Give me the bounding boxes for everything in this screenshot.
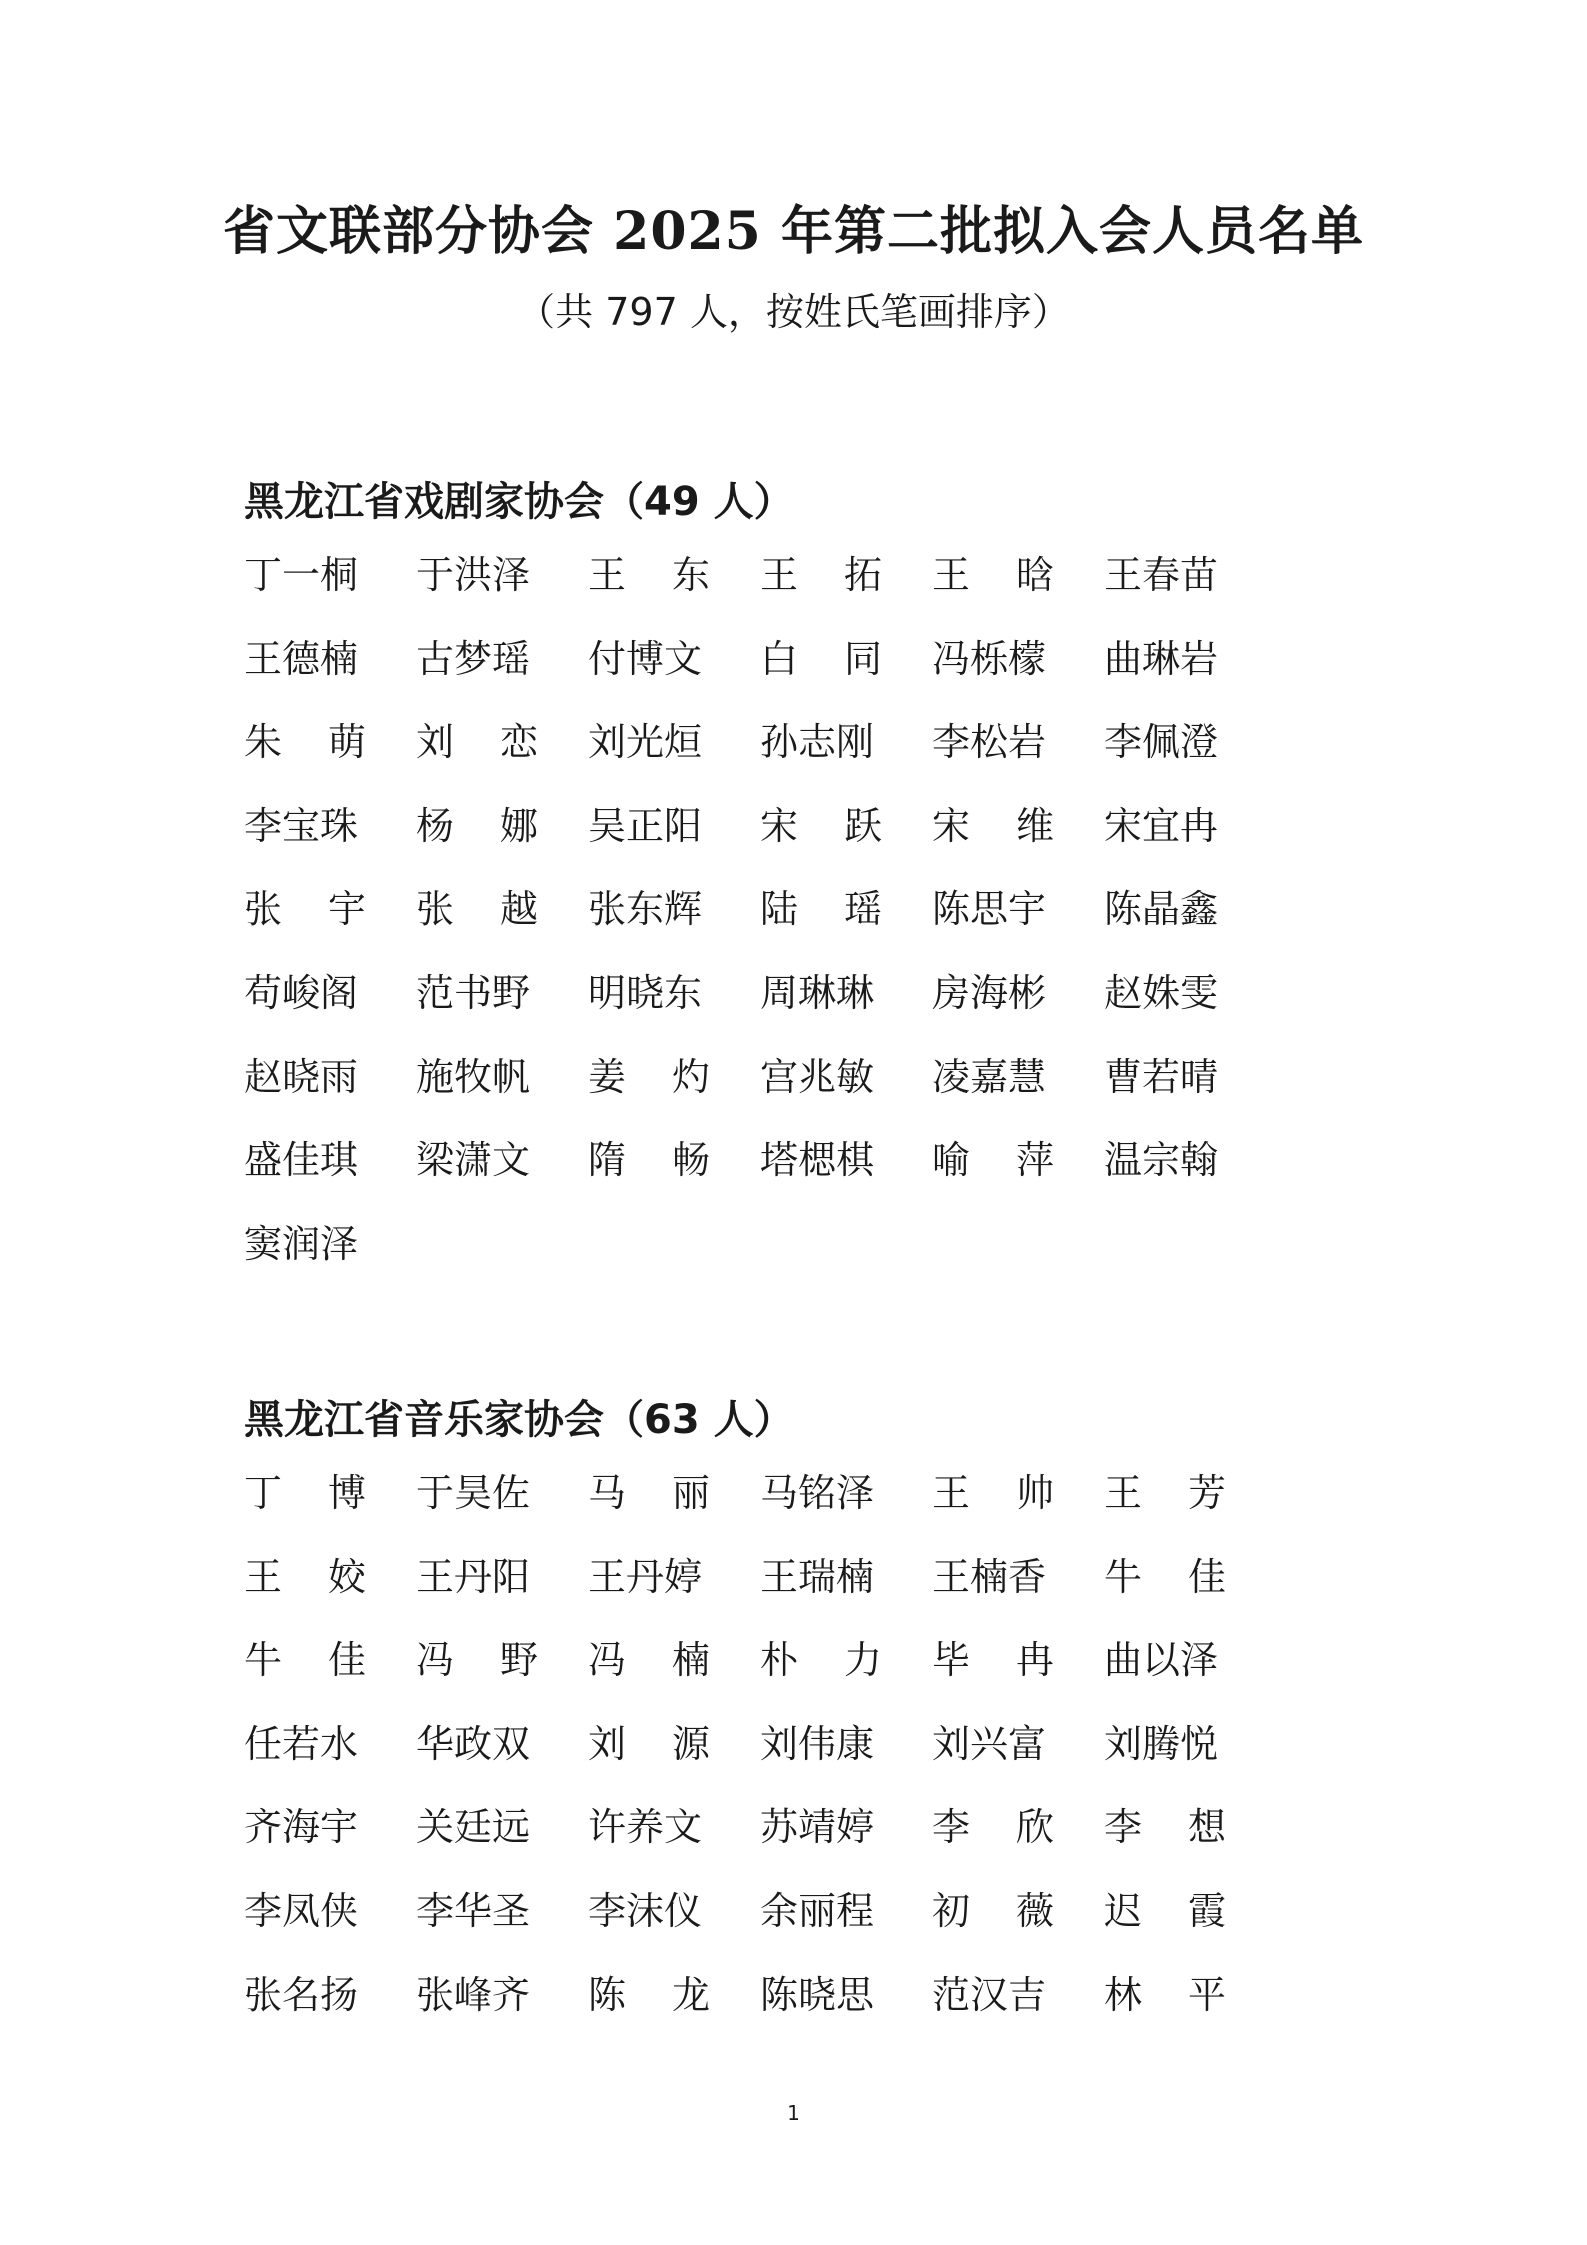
name-entry: 王丹阳 xyxy=(416,1554,531,1599)
name-entry: 李 欣 xyxy=(932,1805,1054,1850)
name-entry: 冯 楠 xyxy=(588,1638,710,1683)
name-entry: 陈 龙 xyxy=(588,1972,710,2017)
name-entry: 毕 冉 xyxy=(932,1638,1054,1683)
name-entry: 刘 恋 xyxy=(416,720,538,765)
name-entry: 曲以泽 xyxy=(1104,1638,1219,1683)
name-entry: 陈思宇 xyxy=(932,887,1047,932)
name-entry: 吴正阳 xyxy=(588,803,703,848)
name-entry: 窦润泽 xyxy=(244,1221,359,1266)
name-entry: 王 晗 xyxy=(932,553,1054,597)
name-entry: 李沫仪 xyxy=(588,1888,703,1933)
name-entry: 刘兴富 xyxy=(932,1721,1047,1766)
name-entry: 许养文 xyxy=(588,1805,703,1850)
name-entry: 冯 野 xyxy=(416,1638,538,1683)
name-entry: 房海彬 xyxy=(932,970,1047,1015)
name-entry: 丁一桐 xyxy=(244,553,359,597)
section-music-association xyxy=(244,1390,1344,2053)
name-entry: 马铭泽 xyxy=(760,1471,875,1515)
names-grid xyxy=(244,550,1344,1302)
name-entry: 王春苗 xyxy=(1104,553,1219,597)
name-entry: 苏靖婷 xyxy=(760,1805,875,1850)
name-entry: 范书野 xyxy=(416,970,531,1015)
name-entry: 白 同 xyxy=(760,636,882,681)
name-entry: 李松岩 xyxy=(932,720,1047,765)
name-entry: 凌嘉慧 xyxy=(932,1054,1047,1099)
name-entry: 林 平 xyxy=(1104,1972,1226,2017)
name-entry: 陆 瑶 xyxy=(760,887,882,932)
name-entry: 牛 佳 xyxy=(244,1638,366,1683)
name-entry: 王 拓 xyxy=(760,553,882,597)
section-heading: 黑龙江省戏剧家协会（49 人） xyxy=(244,479,794,525)
name-entry: 温宗翰 xyxy=(1104,1138,1219,1183)
name-entry: 盛佳琪 xyxy=(244,1138,359,1183)
name-entry: 张 宇 xyxy=(244,887,366,932)
name-entry: 塔楒棋 xyxy=(760,1138,875,1183)
document-title: 省文联部分协会 2025 年第二批拟入会人员名单 xyxy=(223,201,1364,262)
name-entry: 宋 维 xyxy=(932,803,1054,848)
name-entry: 于洪泽 xyxy=(416,553,531,597)
name-entry: 朱 萌 xyxy=(244,720,366,765)
name-entry: 王瑞楠 xyxy=(760,1554,875,1599)
name-entry: 周琳琳 xyxy=(760,970,875,1015)
name-entry: 王德楠 xyxy=(244,636,359,681)
name-entry: 华政双 xyxy=(416,1721,531,1766)
name-entry: 曲琳岩 xyxy=(1104,636,1219,681)
name-entry: 李 想 xyxy=(1104,1805,1226,1850)
name-entry: 张名扬 xyxy=(244,1972,359,2017)
page-number: 1 xyxy=(787,2101,800,2125)
section-heading: 黑龙江省音乐家协会（63 人） xyxy=(244,1397,794,1443)
name-entry: 喻 萍 xyxy=(932,1138,1054,1183)
name-entry: 陈晓思 xyxy=(760,1972,875,2017)
name-entry: 姜 灼 xyxy=(588,1054,710,1099)
name-entry: 陈晶鑫 xyxy=(1104,887,1219,932)
name-entry: 古梦瑶 xyxy=(416,636,531,681)
name-entry: 丁 博 xyxy=(244,1471,366,1515)
name-entry: 王 姣 xyxy=(244,1554,366,1599)
name-entry: 初 薇 xyxy=(932,1888,1054,1933)
name-entry: 王 芳 xyxy=(1104,1471,1226,1515)
name-entry: 余丽程 xyxy=(760,1888,875,1933)
name-entry: 张峰齐 xyxy=(416,1972,531,2017)
name-entry: 王 帅 xyxy=(932,1471,1054,1515)
name-entry: 李凤侠 xyxy=(244,1888,359,1933)
name-entry: 于昊佐 xyxy=(416,1471,531,1515)
name-entry: 朴 力 xyxy=(760,1638,882,1683)
name-entry: 牛 佳 xyxy=(1104,1554,1226,1599)
name-entry: 李宝珠 xyxy=(244,803,359,848)
name-entry: 隋 畅 xyxy=(588,1138,710,1183)
name-entry: 刘伟康 xyxy=(760,1721,875,1766)
name-entry: 刘 源 xyxy=(588,1721,710,1766)
name-entry: 王楠香 xyxy=(932,1554,1047,1599)
name-entry: 曹若晴 xyxy=(1104,1054,1219,1099)
name-entry: 任若水 xyxy=(244,1721,359,1766)
section-drama-association xyxy=(244,472,1344,1302)
name-entry: 张 越 xyxy=(416,887,538,932)
name-entry: 刘腾悦 xyxy=(1104,1721,1219,1766)
name-entry: 明晓东 xyxy=(588,970,703,1015)
name-entry: 苟峻阁 xyxy=(244,970,359,1015)
name-entry: 赵晓雨 xyxy=(244,1054,359,1099)
names-grid xyxy=(244,1468,1344,2053)
document-subtitle: （共 797 人，按姓氏笔画排序） xyxy=(517,290,1070,334)
name-entry: 张东辉 xyxy=(588,887,703,932)
name-entry: 宫兆敏 xyxy=(760,1054,875,1099)
name-entry: 刘光烜 xyxy=(588,720,703,765)
name-entry: 梁潇文 xyxy=(416,1138,531,1183)
name-entry: 李华圣 xyxy=(416,1888,531,1933)
name-entry: 杨 娜 xyxy=(416,803,538,848)
name-entry: 范汉吉 xyxy=(932,1972,1047,2017)
name-entry: 王丹婷 xyxy=(588,1554,703,1599)
name-entry: 孙志刚 xyxy=(760,720,875,765)
name-entry: 付博文 xyxy=(588,636,703,681)
name-entry: 赵姝雯 xyxy=(1104,970,1219,1015)
name-entry: 齐海宇 xyxy=(244,1805,359,1850)
name-entry: 冯栎檬 xyxy=(932,636,1047,681)
name-entry: 宋 跃 xyxy=(760,803,882,848)
name-entry: 迟 霞 xyxy=(1104,1888,1226,1933)
name-entry: 马 丽 xyxy=(588,1471,710,1515)
name-entry: 施牧帆 xyxy=(416,1054,531,1099)
name-entry: 李佩澄 xyxy=(1104,720,1219,765)
name-entry: 宋宜冉 xyxy=(1104,803,1219,848)
name-entry: 关廷远 xyxy=(416,1805,531,1850)
name-entry: 王 东 xyxy=(588,553,710,597)
